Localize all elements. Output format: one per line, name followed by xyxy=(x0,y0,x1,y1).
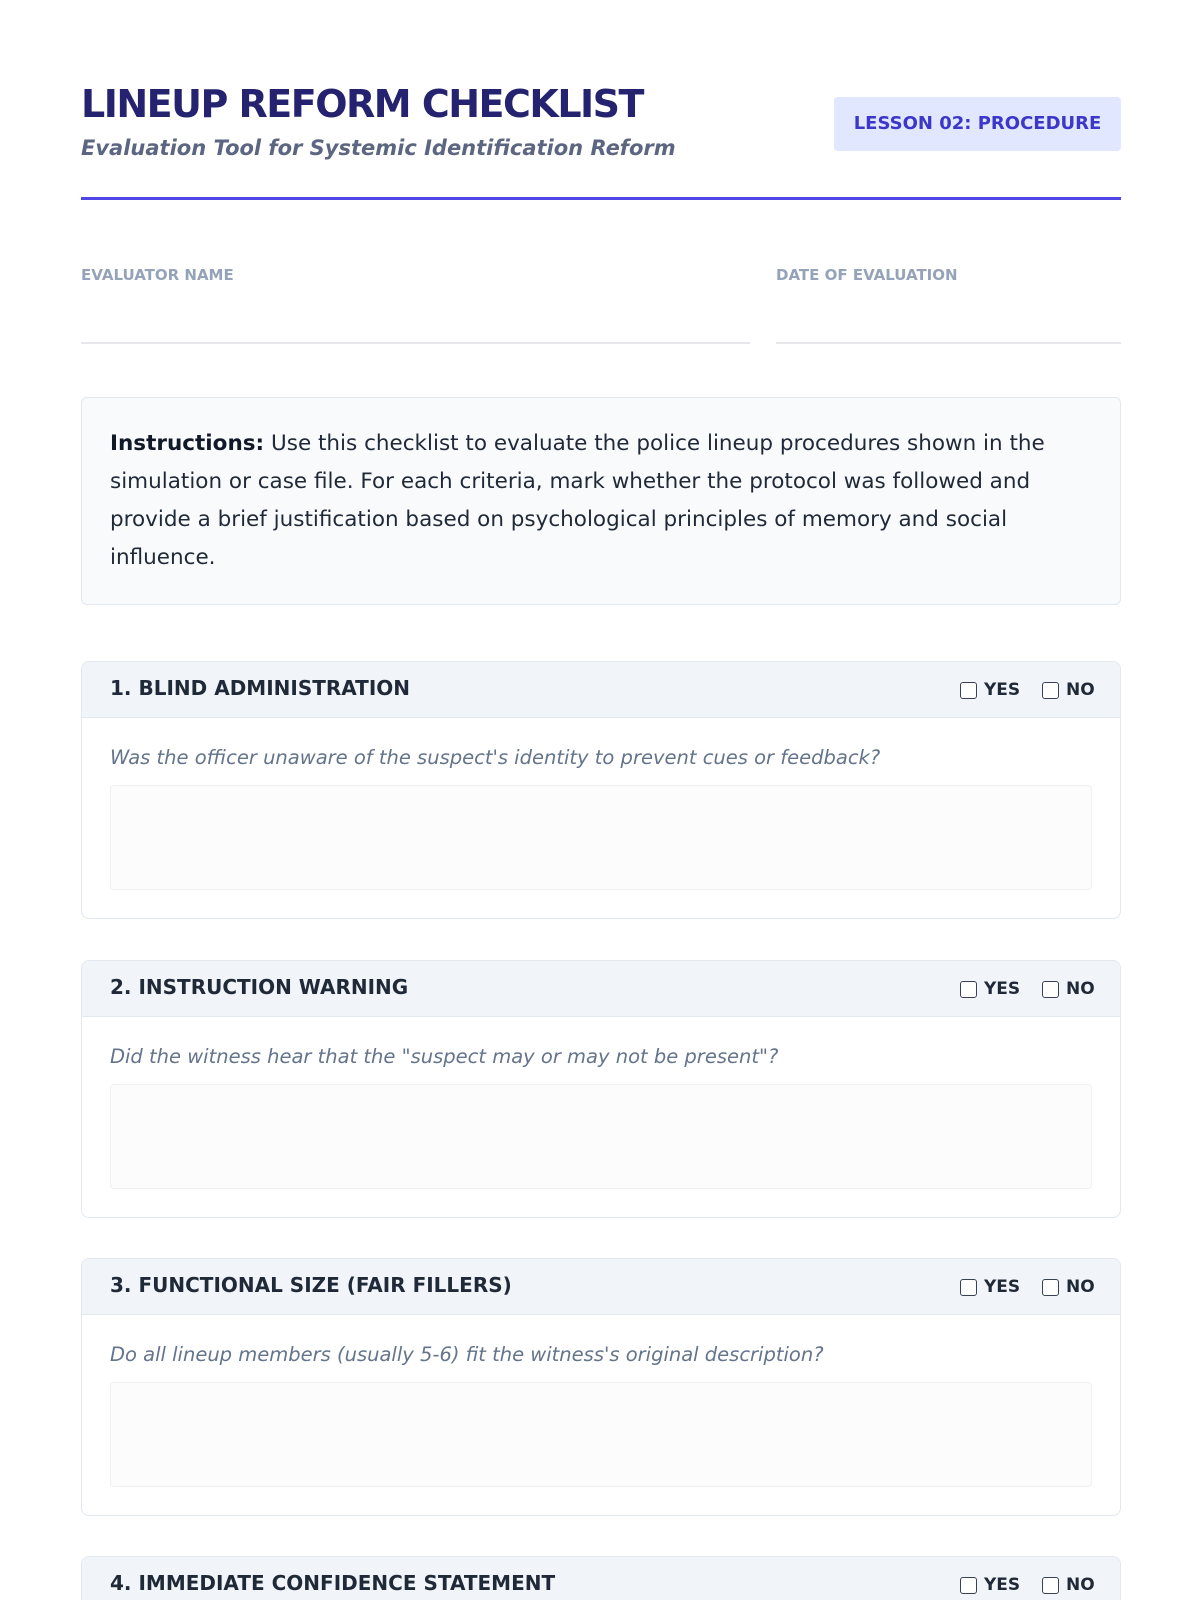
yes-label: YES xyxy=(984,680,1021,700)
yes-option[interactable] xyxy=(960,1277,1020,1297)
instructions-label: Instructions: xyxy=(110,431,265,456)
criterion-title: 4. IMMEDIATE CONFIDENCE STATEMENT xyxy=(110,1571,556,1595)
yes-option[interactable] xyxy=(960,1575,1020,1595)
evaluator-name-label: EVALUATOR NAME xyxy=(81,266,234,284)
no-label: NO xyxy=(1066,979,1095,999)
criterion-title: 3. FUNCTIONAL SIZE (FAIR FILLERS) xyxy=(110,1273,512,1297)
evaluator-name-field[interactable] xyxy=(81,342,750,344)
criterion-question: Did the witness hear that the "suspect may or may not be present"? xyxy=(110,1045,779,1068)
instructions-text: Use this checklist to evaluate the police lineup procedures shown in the simulation or case file. For each criteria, mark whether the protocol was followed and provide a brief justification based on psychological principles of memory and social influence. xyxy=(110,431,1045,570)
no-checkbox[interactable] xyxy=(1042,981,1059,998)
instructions-box xyxy=(81,397,1121,605)
no-label: NO xyxy=(1066,1575,1095,1595)
no-label: NO xyxy=(1066,680,1095,700)
yes-label: YES xyxy=(984,979,1021,999)
criterion-title: 2. INSTRUCTION WARNING xyxy=(110,975,409,999)
justification-textarea[interactable] xyxy=(110,785,1092,890)
criterion-question: Was the officer unaware of the suspect's identity to prevent cues or feedback? xyxy=(110,746,881,769)
yes-label: YES xyxy=(984,1575,1021,1595)
criterion-card xyxy=(81,1258,1121,1516)
criterion-card xyxy=(81,1556,1121,1600)
yes-checkbox[interactable] xyxy=(960,1279,977,1296)
yes-checkbox[interactable] xyxy=(960,981,977,998)
no-option[interactable] xyxy=(1042,979,1095,999)
yes-option[interactable] xyxy=(960,680,1020,700)
lesson-badge: LESSON 02: PROCEDURE xyxy=(834,97,1121,151)
yes-label: YES xyxy=(984,1277,1021,1297)
criterion-header xyxy=(82,961,1120,1017)
criterion-card xyxy=(81,661,1121,919)
no-checkbox[interactable] xyxy=(1042,682,1059,699)
yes-checkbox[interactable] xyxy=(960,682,977,699)
criterion-question: Do all lineup members (usually 5-6) fit the witness's original description? xyxy=(110,1343,824,1366)
criterion-header xyxy=(82,662,1120,718)
page-title: LINEUP REFORM CHECKLIST xyxy=(81,82,643,126)
evaluation-date-field[interactable] xyxy=(776,342,1121,344)
no-option[interactable] xyxy=(1042,680,1095,700)
yes-option[interactable] xyxy=(960,979,1020,999)
no-option[interactable] xyxy=(1042,1277,1095,1297)
criterion-header xyxy=(82,1259,1120,1315)
no-checkbox[interactable] xyxy=(1042,1279,1059,1296)
page-subtitle: Evaluation Tool for Systemic Identification Reform xyxy=(81,136,676,160)
yes-checkbox[interactable] xyxy=(960,1577,977,1594)
evaluation-date-label: DATE OF EVALUATION xyxy=(776,266,958,284)
criterion-title: 1. BLIND ADMINISTRATION xyxy=(110,676,411,700)
page-header xyxy=(81,80,1121,200)
criterion-header xyxy=(82,1557,1120,1600)
justification-textarea[interactable] xyxy=(110,1084,1092,1189)
justification-textarea[interactable] xyxy=(110,1382,1092,1487)
criterion-card xyxy=(81,960,1121,1218)
no-label: NO xyxy=(1066,1277,1095,1297)
no-option[interactable] xyxy=(1042,1575,1095,1595)
no-checkbox[interactable] xyxy=(1042,1577,1059,1594)
